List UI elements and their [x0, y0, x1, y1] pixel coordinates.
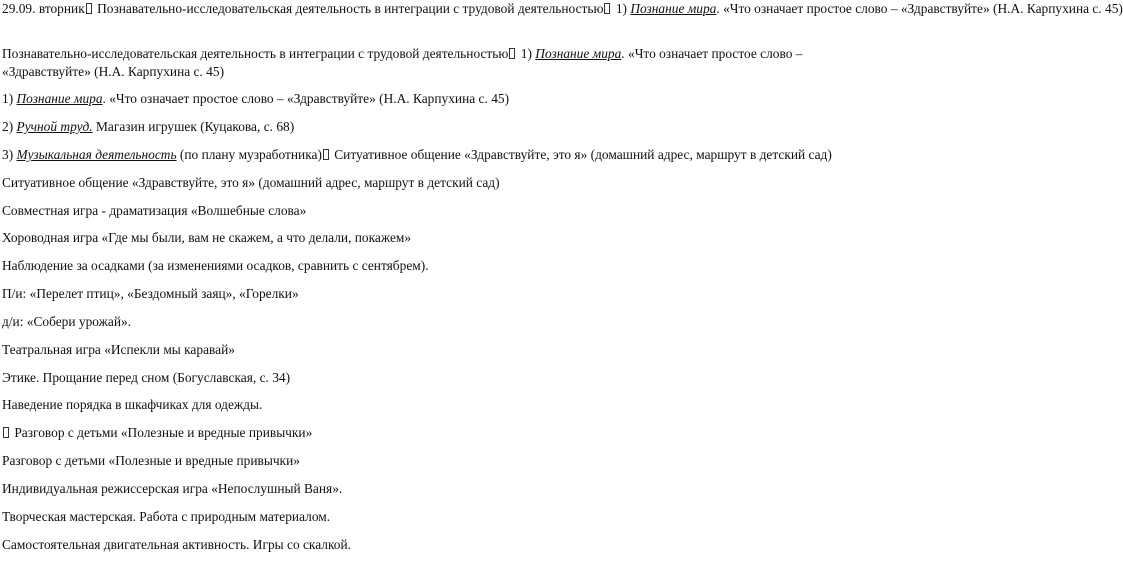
- activity-text: Познавательно-исследовательская деятельность в интеграции с трудовой деятельностью: [97, 1, 604, 16]
- paragraph-2: [2, 45, 812, 81]
- topic-text: Магазин игрушек (Куцакова, с. 68): [92, 119, 295, 134]
- paragraph-19: Самостоятельная двигательная активность. Игры со скалкой.: [2, 537, 352, 552]
- item-number: 1): [615, 1, 627, 16]
- subject-link: Познание мира: [535, 46, 622, 61]
- item-number: 1): [520, 46, 532, 61]
- paragraph-3: [2, 90, 812, 107]
- subject-link: Познание мира: [16, 91, 103, 106]
- paragraph-12: Театральная игра «Испекли мы каравай»: [2, 342, 235, 357]
- missing-glyph-icon: [86, 3, 92, 14]
- paragraph-15: [2, 424, 812, 441]
- paragraph-6: Ситуативное общение «Здравствуйте, это я» (домашний адрес, маршрут в детский сад): [2, 175, 500, 190]
- paragraph-10: П/и: «Перелет птиц», «Бездомный заяц», «Горелки»: [2, 286, 299, 301]
- paragraph-text: Разговор с детьми «Полезные и вредные привычки»: [14, 425, 313, 440]
- subject-link: Музыкальная деятельность: [16, 147, 177, 162]
- subject-link: Ручной труд.: [16, 119, 93, 134]
- paragraph-18: Творческая мастерская. Работа с природным материалом.: [2, 509, 331, 524]
- paragraph-9: Наблюдение за осадками (за изменениями осадков, сравнить с сентябрем).: [2, 258, 429, 273]
- missing-glyph-icon: [509, 48, 515, 59]
- paragraph-5: [2, 146, 832, 163]
- paragraph-4: [2, 118, 812, 135]
- topic-text: Ситуативное общение «Здравствуйте, это я» (домашний адрес, маршрут в детский сад): [330, 147, 832, 162]
- paragraph-11: д/и: «Собери урожай».: [2, 314, 132, 329]
- missing-glyph-icon: [3, 427, 9, 438]
- activity-text: (по плану музработника): [176, 147, 322, 162]
- item-number: 3): [2, 147, 14, 162]
- item-number: 1): [2, 91, 14, 106]
- topic-text: . «Что означает простое слово – «Здравствуйте» (Н.А. Карпухина с. 45): [102, 91, 510, 106]
- paragraph-1: [2, 0, 1123, 17]
- paragraph-8: Хороводная игра «Где мы были, вам не скажем, а что делали, покажем»: [2, 230, 412, 245]
- missing-glyph-icon: [604, 3, 610, 14]
- topic-text: . «Что означает простое слово – «Здравствуйте» (Н.А. Карпухина с. 45): [2, 46, 803, 79]
- paragraph-13: Этике. Прощание перед сном (Богуславская, с. 34): [2, 370, 291, 385]
- topic-text: . «Что означает простое слово – «Здравствуйте» (Н.А. Карпухина с. 45): [716, 1, 1123, 16]
- paragraph-14: Наведение порядка в шкафчиках для одежды.: [2, 397, 263, 412]
- missing-glyph-icon: [323, 149, 329, 160]
- item-number: 2): [2, 119, 14, 134]
- paragraph-7: Совместная игра - драматизация «Волшебные слова»: [2, 203, 307, 218]
- activity-text: Познавательно-исследовательская деятельность в интеграции с трудовой деятельностью: [2, 46, 509, 61]
- subject-link: Познание мира: [630, 1, 717, 16]
- date-text: 29.09. вторник: [2, 1, 85, 16]
- paragraph-16: Разговор с детьми «Полезные и вредные привычки»: [2, 453, 300, 468]
- paragraph-17: Индивидуальная режиссерская игра «Непослушный Ваня».: [2, 481, 343, 496]
